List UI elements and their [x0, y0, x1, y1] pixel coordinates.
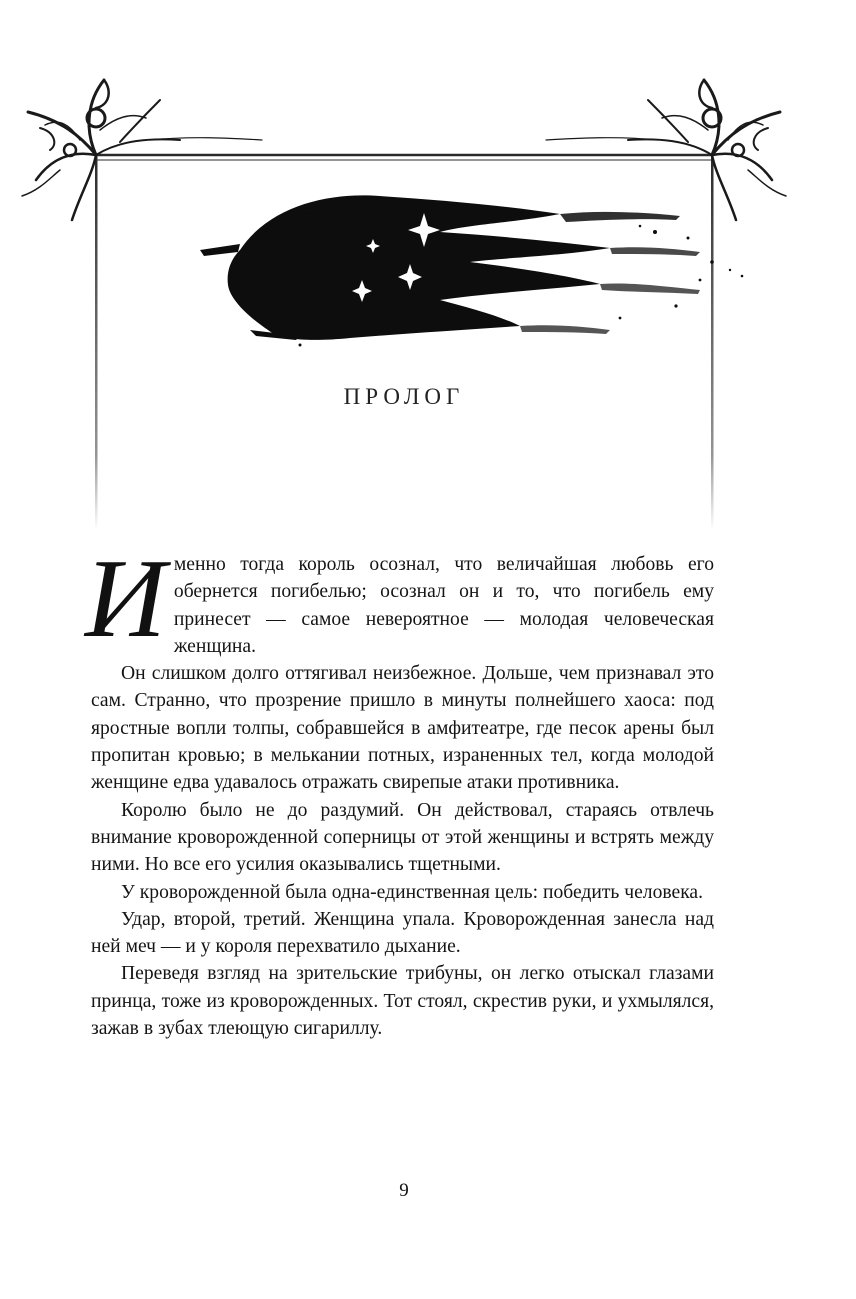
corner-ornament-left-icon [22, 80, 262, 220]
paragraph-2: Он слишком долго оттягивал неизбежное. Дольше, чем признавал это сам. Странно, что прозрение пришло в минуты полнейшего хаоса: под яростные вопли толпы, собравшейся в амфитеатре, где песок арены был пропитан кровью; в мелькании потных, израненных тел, когда молодой женщине едва удавалось отражать свирепые атаки противника. [91, 663, 714, 794]
paragraph-5: Удар, второй, третий. Женщина упала. Кроворожденная занесла над ней меч — и у короля перехватило дыхание. [91, 908, 714, 958]
corner-ornament-right-icon [546, 80, 786, 220]
paragraph-3: Королю было не до раздумий. Он действовал, стараясь отвлечь внимание кроворожденной соперницы от этой женщины и встрять между ними. Но все его усилия оказывались тщетными. [91, 799, 714, 876]
paragraph-1-text: менно тогда король осознал, что величайшая любовь его обернется погибелью; осознал он и то, что погибель ему принесет — самое невероятное — молодая человеческая женщина. [173, 554, 714, 657]
drop-cap: И [85, 537, 166, 661]
decorative-frame [0, 0, 856, 560]
paragraph-1 [85, 537, 714, 661]
body-text [85, 537, 714, 1042]
ink-splash-icon [200, 195, 743, 346]
page-number: 9 [399, 1180, 409, 1201]
paragraph-6: Переведя взгляд на зрительские трибуны, он легко отыскал глазами принца, тоже из кроворожденных. Тот стоял, скрестив руки, и ухмылялся, зажав в зубах тлеющую сигариллу. [91, 963, 714, 1040]
chapter-title: ПРОЛОГ [343, 384, 465, 409]
paragraph-4: У кроворожденной была одна-единственная цель: победить человека. [121, 881, 704, 903]
